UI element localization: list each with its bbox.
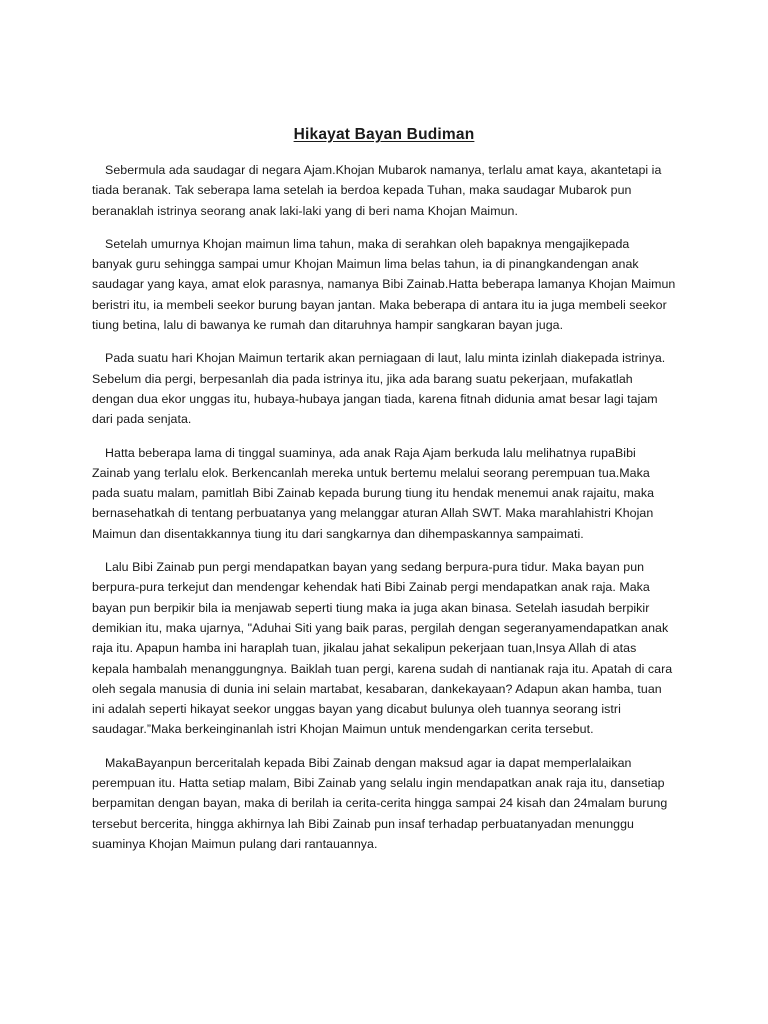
paragraph: [92, 753, 682, 854]
text-line: Sebermula ada saudagar di negara Ajam.Khojan Mubarok namanya, terlalu amat kaya, akantetapi ia: [105, 163, 662, 177]
text-line: saudagar.”Maka berkeinginanlah istri Khojan Maimun untuk mendengarkan cerita tersebut.: [92, 722, 594, 737]
text-line: beristri itu, ia membeli seekor burung bayan jantan. Maka beberapa di antara itu ia juga membeli seekor: [92, 297, 667, 312]
text-line: oleh segala manusia di dunia ini selain martabat, kesabaran, dankekayaan? Adapun akan hamba, tuan: [92, 681, 662, 696]
text-line: banyak guru sehingga sampai umur Khojan Maimun lima belas tahun, ia di pinangkandengan anak: [92, 257, 639, 272]
text-line: beranaklah istrinya seorang anak laki-laki yang di beri nama Khojan Maimun.: [92, 203, 518, 218]
text-line: berpura-pura terkejut dan mendengar kehendak hati Bibi Zainab pergi mendapatkan anak raja. Maka: [92, 580, 650, 595]
text-line: MakaBayanpun berceritalah kepada Bibi Zainab dengan maksud agar ia dapat memperlalaikan: [105, 755, 632, 770]
text-line: bernasehatkah di tentang perbuatanya yang melanggar aturan Allah SWT. Maka marahlahistri Khojan: [92, 506, 654, 521]
text-line: Sebelum dia pergi, berpesanlah dia pada istrinya itu, jika ada barang suatu pekerjaan, mufakatlah: [92, 371, 633, 386]
text-line: Maimun dan disentakkannya tiung itu dari sangkarnya dan dihempaskannya sampaimati.: [92, 526, 584, 541]
paragraph: [92, 348, 682, 429]
text-line: perempuan itu. Hatta setiap malam, Bibi Zainab yang selalu ingin mendapatkan anak raja itu, dansetiap: [92, 776, 665, 791]
paragraph: [92, 557, 682, 740]
text-line: berpamitan dengan bayan, maka di berilah ia cerita-cerita hingga sampai 24 kisah dan 24malam burung: [92, 796, 668, 811]
text-line: raja itu. Apapun hamba ini haraplah tuan, jikalau jahat sekalipun pekerjaan tuan,Insya Allah di atas: [92, 641, 637, 656]
text-line: demikian itu, maka ujarnya, "Aduhai Siti yang baik paras, pergilah dengan segeranyamendapatkan anak: [92, 620, 669, 635]
text-line: saudagar yang kaya, amat elok parasnya, namanya Bibi Zainab.Hatta beberapa lamanya Khojan Maimun: [92, 277, 676, 292]
text-line: dari pada senjata.: [92, 412, 192, 427]
paragraph: [92, 160, 682, 221]
text-line: kepala hambalah menanggungnya. Baiklah tuan pergi, karena sudah di nantianak raja itu. Apatah di cara: [92, 661, 673, 676]
text-line: Pada suatu hari Khojan Maimun tertarik akan perniagaan di laut, lalu minta izinlah diakepada istrinya.: [105, 351, 666, 366]
document-title: Hikayat Bayan Budiman: [293, 126, 475, 143]
paragraph: [92, 443, 682, 544]
text-line: Lalu Bibi Zainab pun pergi mendapatkan bayan yang sedang berpura-pura tidur. Maka bayan pun: [105, 560, 645, 575]
text-line: pada suatu malam, pamitlah Bibi Zainab kepada burung tiung itu hendak menemui anak rajaitu, maka: [92, 486, 655, 501]
text-line: Hatta beberapa lama di tinggal suaminya, ada anak Raja Ajam berkuda lalu melihatnya rupaBibi: [105, 445, 636, 460]
text-line: ini adalah seperti hikayat seekor unggas bayan yang dicabut bulunya oleh tuannya seorang istri: [92, 702, 621, 717]
text-line: Zainab yang terlalu elok. Berkencanlah mereka untuk bertemu melalui seorang perempuan tua.Maka: [92, 465, 650, 480]
text-line: tiung betina, lalu di bawanya ke rumah dan ditaruhnya hampir sangkaran bayan juga.: [92, 318, 564, 333]
text-line: tiada beranak. Tak seberapa lama setelah ia berdoa kepada Tuhan, maka saudagar Mubarok pun: [92, 183, 632, 198]
text-line: Setelah umurnya Khojan maimun lima tahun, maka di serahkan oleh bapaknya mengajikepada: [105, 236, 630, 251]
text-line: tersebut bercerita, hingga akhirnya lah Bibi Zainab pun insaf terhadap perbuatanyadan menunggu: [92, 816, 634, 831]
text-line: dengan dua ekor unggas itu, hubaya-hubaya jangan tiada, karena fitnah didunia amat besar lagi tajam: [92, 391, 658, 406]
document-body: [92, 160, 682, 867]
text-line: suaminya Khojan Maimun pulang dari rantauannya.: [92, 836, 378, 851]
paragraph: [92, 234, 682, 335]
text-line: bayan pun berpikir bila ia menjawab seperti tiung maka ia juga akan binasa. Setelah iasudah berpikir: [92, 600, 650, 615]
